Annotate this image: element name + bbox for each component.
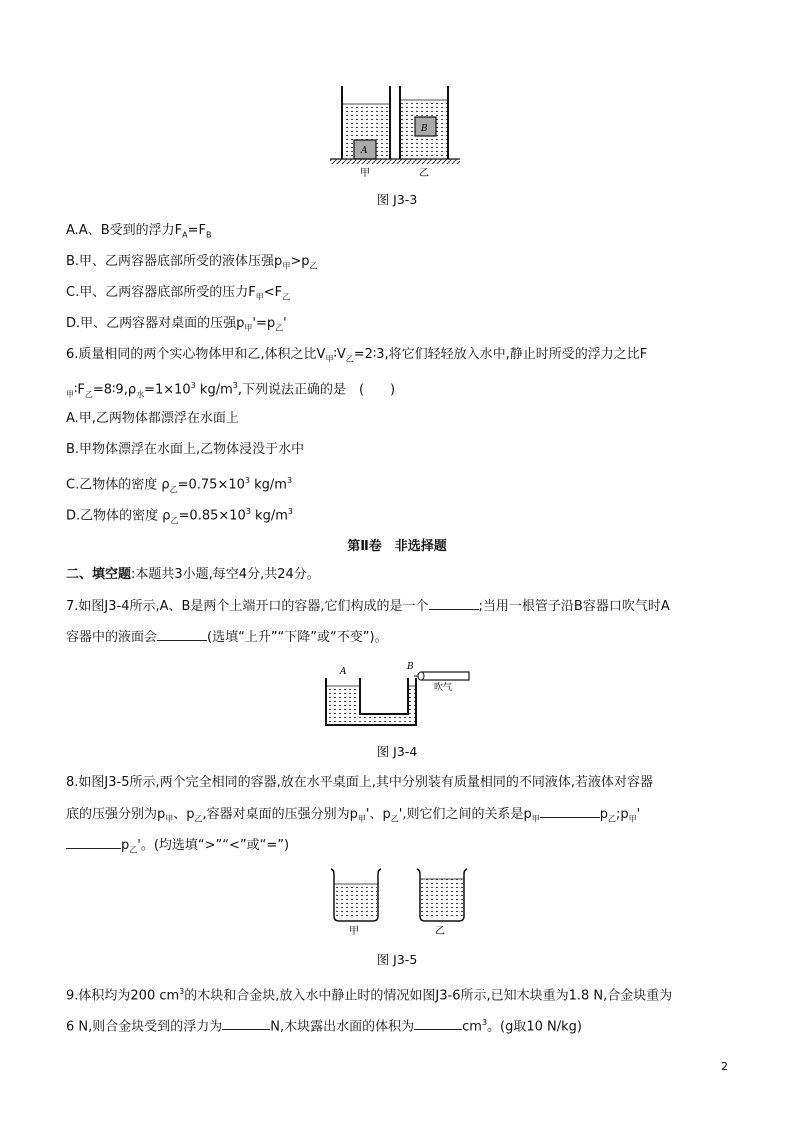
- label-yi: 乙: [419, 168, 429, 179]
- answer-blank[interactable]: [429, 597, 479, 610]
- section-heading: 二、填空题:本题共3小题,每空4分,共24分。: [66, 567, 320, 582]
- label-jia: 甲: [360, 168, 370, 179]
- label-b: B: [421, 124, 428, 134]
- q5-option-a: A.A、B受到的浮力$F_A=F_B$: [66, 223, 212, 240]
- q6-option-c: C.乙物体的密度 $\rho_乙=0.75\times 10^3$ $kg/m^3$: [66, 476, 293, 494]
- q5-option-c: C.甲、乙两容器底部所受的压力$F_甲<F_乙$: [66, 285, 291, 302]
- label-yi: 乙: [435, 926, 445, 937]
- q6-option-d: D.乙物体的密度 $\rho_乙=0.85\times 10^3$ $kg/m^3$: [66, 507, 293, 525]
- q8-line3: $p_乙'$。(均选填“>”“<”或“=”): [66, 836, 289, 860]
- q8-line2: 底的压强分别为$p_甲$、$p_乙$,容器对桌面的压强分别为$p_甲'$、$p_乙'$,则它们之间的关系是$p_甲$ $p_乙;p_甲'$: [66, 807, 641, 824]
- q6-stem-line1: 6.质量相同的两个实心物体甲和乙,体积之比$V_甲∶V_乙=2∶3$,将它们轻轻放入水中,静止时所受的浮力之比F: [66, 347, 648, 364]
- label-blow: 吹气: [434, 683, 453, 693]
- q9-line1: 9.体积均为200 $cm^3$的木块和合金块,放入水中静止时的情况如图J3-6所示,已知木块重为1.8 N,合金块重为: [66, 987, 673, 1004]
- q8-line1: 8.如图J3-5所示,两个完全相同的容器,放在水平桌面上,其中分别装有质量相同的不同液体,若液体对容器: [66, 775, 654, 790]
- caption-j3-5: 图 J3-5: [376, 952, 418, 967]
- q6-option-b: B.甲物体漂浮在水面上,乙物体浸没于水中: [66, 442, 305, 457]
- caption-j3-4: 图 J3-4: [376, 744, 418, 759]
- section-title: 第Ⅱ卷 非选择题: [347, 539, 447, 554]
- answer-blank[interactable]: [540, 805, 600, 818]
- answer-blank[interactable]: [414, 1017, 462, 1030]
- q5-option-d: D.甲、乙两容器对桌面的压强$p_甲'=p_乙'$: [66, 316, 287, 333]
- answer-blank[interactable]: [222, 1017, 270, 1030]
- q5-option-b: B.甲、乙两容器底部所受的液体压强$p_甲>p_乙$: [66, 254, 318, 271]
- answer-blank[interactable]: [66, 836, 121, 849]
- caption-j3-3: 图 J3-3: [376, 192, 418, 207]
- label-a: A: [361, 146, 368, 156]
- answer-blank[interactable]: [157, 628, 207, 641]
- q7-line1: 7.如图J3-4所示,A、B是两个上端开口的容器,它们构成的是一个 ;当用一根管子沿B容器口吹气时A: [66, 599, 670, 614]
- figure-j3-3: [325, 86, 465, 181]
- q9-line2: 6 N,则合金块受到的浮力为 N,木块露出水面的体积为 $cm^3$。(g取10 N/kg): [66, 1018, 582, 1035]
- q7-line2: 容器中的液面会 (选填“上升”“下降”或“不变”)。: [66, 630, 388, 645]
- label-jia: 甲: [349, 926, 359, 937]
- figure-j3-5: [325, 866, 475, 938]
- q6-stem-line2: $_甲∶F_乙=8∶9,\rho_水=1\times 10^3$ $kg/m^3$,下列说法正确的是 ( ): [66, 381, 396, 399]
- q6-option-a: A.甲,乙两物体都漂浮在水面上: [66, 411, 239, 426]
- label-b: B: [407, 662, 414, 672]
- figure-j3-4: [318, 660, 478, 730]
- label-a: A: [340, 667, 347, 677]
- page-number: 2: [721, 1060, 728, 1073]
